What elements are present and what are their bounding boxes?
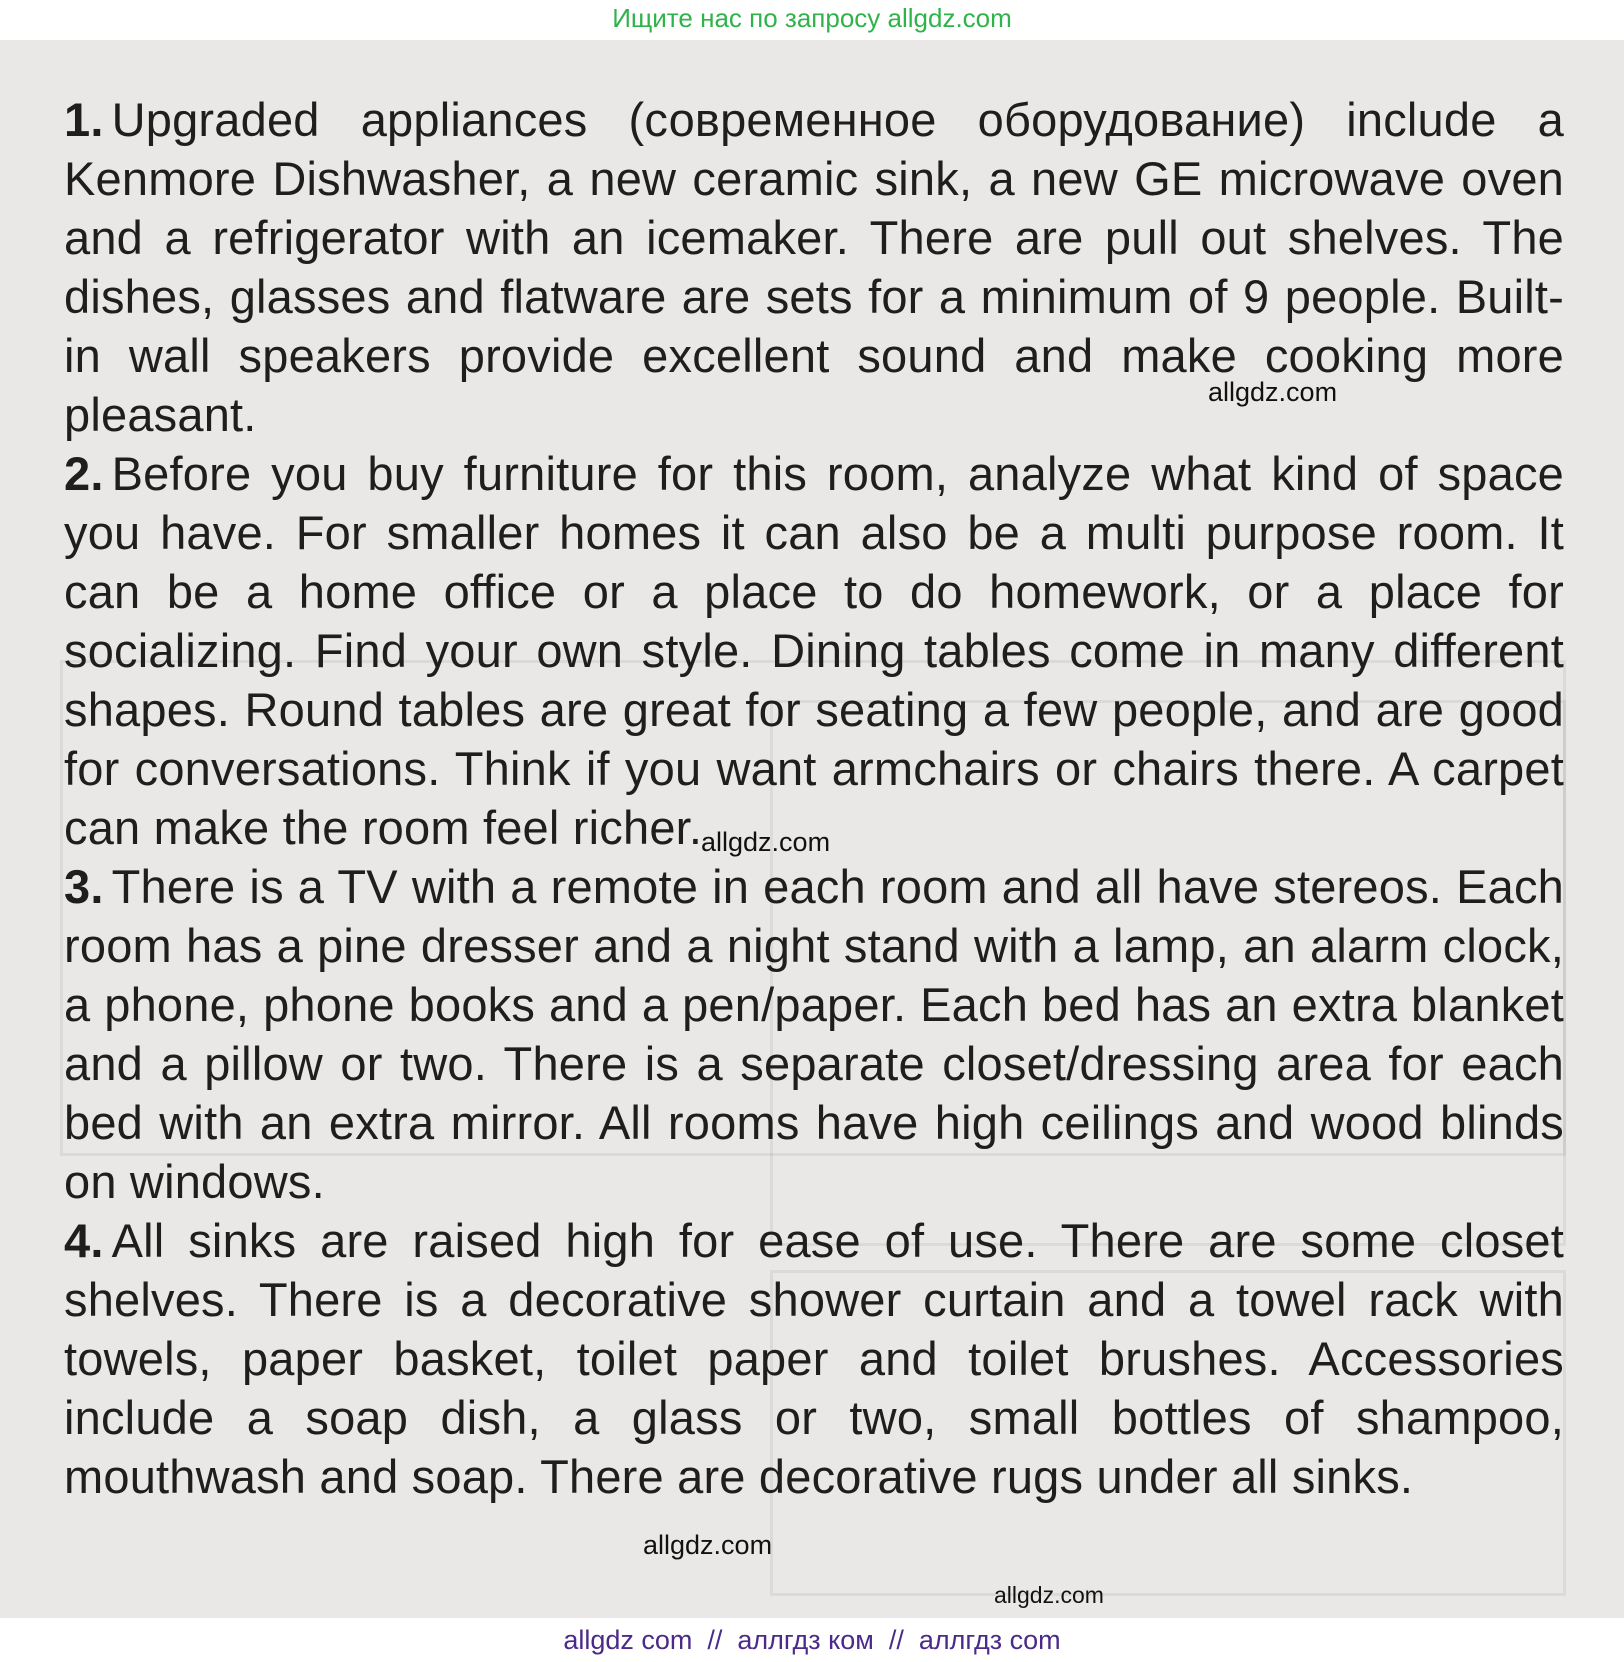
paragraph-number: 2. [64, 447, 104, 500]
bottom-watermark-text: allgdz com // аллгдз ком // аллгдз com [563, 1625, 1061, 1655]
paragraph-4 [64, 1211, 1564, 1506]
exercise-text [64, 90, 1564, 1506]
paragraph-3 [64, 857, 1564, 1211]
paragraph-number: 4. [64, 1214, 104, 1267]
inline-watermark: allgdz.com [701, 827, 831, 857]
inline-watermark: allgdz.com [1208, 377, 1338, 407]
paragraph-body: There is a TV with a remote in each room and all have stereos. Each room has a pine dresser and a night stand with a lamp, an alarm clock, a phone, phone books and a pen/paper. Each bed has an extra blanket and a pillow or two. There is a separate closet/dressing area for each bed with an extra mirror. All rooms have high ceilings and wood blinds on windows. [64, 860, 1564, 1208]
paragraph-1 [64, 90, 1564, 444]
top-watermark-text: Ищите нас по запросу allgdz.com [612, 3, 1012, 33]
paragraph-number: 1. [64, 93, 104, 146]
paragraph-number: 3. [64, 860, 104, 913]
inline-watermark: allgdz.com [994, 1582, 1104, 1608]
paragraph-body: Before you buy furniture for this room, analyze what kind of space you have. For smaller homes it can also be a multi purpose room. It can be a home office or a place to do homework, or a place for socializing. Find your own style. Dining tables come in many different shapes. Round tables are great for seating a few people, and are good for conversations. Think if you want armchairs or chairs there. A carpet can make the room feel richer. [64, 447, 1564, 854]
top-watermark-banner [0, 0, 1624, 38]
bottom-watermark-banner [0, 1618, 1624, 1662]
paragraph-2 [64, 444, 1564, 857]
inline-watermark: allgdz.com [643, 1530, 773, 1560]
paragraph-body: All sinks are raised high for ease of use. There are some closet shelves. There is a decorative shower curtain and a towel rack with towels, paper basket, toilet paper and toilet brushes. Accessories include a soap dish, a glass or two, small bottles of shampoo, mouthwash and soap. There are decorative rugs under all sinks. [64, 1214, 1564, 1503]
paragraph-body: Upgraded appliances (современное оборудование) include a Kenmore Dishwasher, a new ceramic sink, a new GE microwave oven and a refrigerator with an icemaker. There are pull out shelves. The dishes, glasses and flatware are sets for a minimum of 9 people. Built-in wall speakers provide excellent sound and make cooking more pleasant. [64, 93, 1564, 441]
scanned-page [0, 40, 1624, 1618]
